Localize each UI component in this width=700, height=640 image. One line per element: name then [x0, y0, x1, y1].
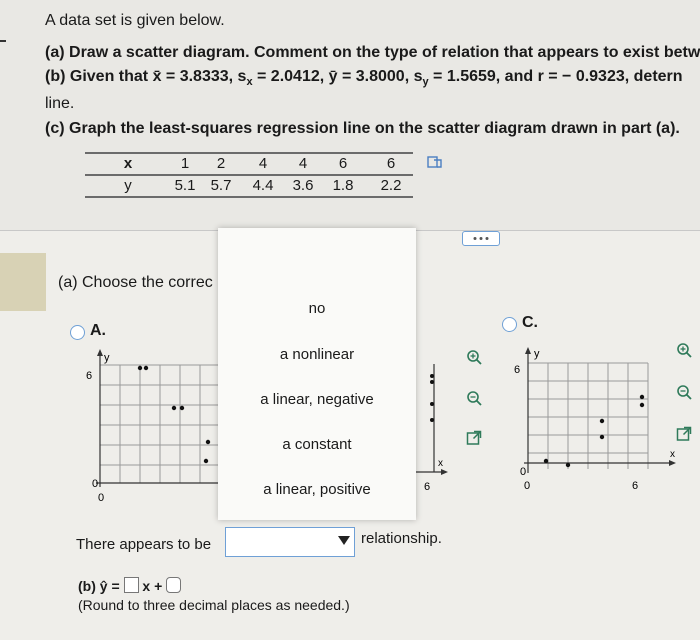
option-b-point [430, 418, 434, 422]
option-a-graph [78, 345, 228, 505]
part-b-label: (b) [45, 68, 66, 85]
table-top-rule [85, 152, 413, 154]
option-c-radio[interactable] [502, 317, 517, 332]
option-a-point [180, 406, 184, 410]
option-c-point [600, 419, 604, 423]
rounding-note: (Round to three decimal places as needed.) [78, 597, 350, 613]
table-x-cell: 2 [216, 155, 226, 172]
table-x-cell: 1 [180, 155, 190, 172]
table-x-header: x [123, 155, 133, 172]
dropdown-option-constant[interactable]: a constant [282, 436, 352, 453]
answer-lead-text: There appears to be [76, 536, 212, 553]
part-b-text-1: Given that x̄ = 3.8333, s [69, 68, 247, 85]
answer-trail-text: relationship. [361, 530, 442, 547]
slope-input[interactable] [124, 577, 139, 593]
option-b-point [430, 402, 434, 406]
option-a-point [144, 366, 148, 370]
option-b-x-var: x [438, 458, 443, 469]
part-b-line2: line. [45, 95, 75, 112]
option-b-graph [410, 360, 450, 500]
part-a-prompt: (a) Choose the correc [58, 274, 213, 291]
chevron-down-icon [338, 536, 350, 545]
option-c-point [600, 435, 604, 439]
regression-equation [78, 577, 181, 594]
copy-data-icon[interactable] [427, 155, 443, 169]
option-c-grid [528, 363, 648, 469]
more-options-button[interactable] [462, 231, 500, 246]
option-b-point [430, 374, 434, 378]
option-a-x-origin: 0 [98, 492, 105, 504]
table-y-cell: 1.8 [332, 177, 354, 194]
table-y-header: y [124, 177, 132, 194]
zoom-in-icon[interactable] [676, 342, 692, 358]
table-y-cell: 5.7 [210, 177, 232, 194]
part-c-instruction [45, 120, 680, 138]
option-c-x-origin: 0 [524, 480, 531, 492]
option-a-y-var: y [104, 352, 110, 364]
option-c-graph [510, 345, 682, 495]
part-a-instruction [45, 44, 700, 62]
equation-lhs: ŷ = [99, 578, 120, 594]
part-b-sub-x: x [246, 76, 253, 88]
equation-plus: x + [142, 578, 163, 594]
option-c-x-var: x [670, 449, 675, 460]
option-c-label: C. [522, 314, 538, 331]
expand-graph-icon[interactable] [676, 426, 692, 442]
option-a-point [204, 459, 208, 463]
expand-graph-icon[interactable] [466, 430, 482, 446]
option-a-grid [100, 365, 220, 483]
table-mid-rule [85, 174, 413, 176]
zoom-out-icon[interactable] [676, 384, 692, 400]
relationship-dropdown-menu [218, 228, 416, 520]
option-a-y-arrow [97, 349, 103, 356]
table-y-cell: 4.4 [252, 177, 274, 194]
zoom-out-icon[interactable] [466, 390, 482, 406]
option-b-x-arrow [441, 469, 448, 475]
option-a-origin-label: 0 [92, 478, 99, 490]
part-b-sub-y: y [422, 76, 429, 88]
option-c-y-arrow [525, 347, 531, 354]
question-intro: A data set is given below. [45, 12, 225, 29]
option-c-point [566, 463, 570, 467]
part-a-label: (a) [45, 44, 65, 61]
data-table [85, 152, 413, 202]
option-c-point [640, 395, 644, 399]
option-a-label: A. [90, 322, 106, 339]
option-c-origin-label: 0 [520, 466, 527, 478]
dropdown-option-linear-negative[interactable]: a linear, negative [260, 391, 374, 408]
part-b-instruction [45, 68, 683, 88]
option-c-y-var: y [534, 348, 540, 360]
option-a-radio[interactable] [70, 325, 85, 340]
part-b-text-2: = 2.0412, ȳ = 3.8000, s [252, 68, 423, 85]
table-bottom-rule [85, 196, 413, 198]
intercept-input[interactable] [166, 577, 181, 593]
option-c-x-arrow [669, 460, 676, 466]
table-y-cell: 2.2 [380, 177, 402, 194]
part-c-label: (c) [45, 120, 65, 137]
part-b-answer-label: (b) [78, 578, 96, 594]
table-x-cell: 6 [386, 155, 396, 172]
option-a-point [138, 366, 142, 370]
option-c-point [640, 403, 644, 407]
option-c-x-end: 6 [632, 480, 639, 492]
option-c-point [544, 459, 548, 463]
option-a-point [172, 406, 176, 410]
option-c-y-top-label: 6 [514, 364, 521, 376]
table-y-cell: 5.1 [174, 177, 196, 194]
highlight-stripe [0, 253, 46, 311]
table-y-cell: 3.6 [292, 177, 314, 194]
table-x-cell: 4 [258, 155, 268, 172]
relationship-select[interactable] [225, 527, 355, 557]
dropdown-option-linear-positive[interactable]: a linear, positive [263, 481, 371, 498]
left-edge-marker [0, 40, 6, 42]
option-a-y-top-label: 6 [86, 370, 93, 382]
table-x-cell: 6 [338, 155, 348, 172]
option-b-point [430, 380, 434, 384]
zoom-in-icon[interactable] [466, 349, 482, 365]
part-a-text: Draw a scatter diagram. Comment on the type of relation that appears to exist betw [69, 44, 700, 61]
table-x-cell: 4 [298, 155, 308, 172]
part-b-text-3: = 1.5659, and r = − 0.9323, detern [428, 68, 683, 85]
dropdown-option-no[interactable]: no [308, 300, 326, 317]
part-c-text: Graph the least-squares regression line on the scatter diagram drawn in part (a). [69, 120, 680, 137]
dropdown-option-nonlinear[interactable]: a nonlinear [279, 346, 355, 363]
option-a-point [206, 440, 210, 444]
option-b-x-end: 6 [424, 481, 431, 493]
